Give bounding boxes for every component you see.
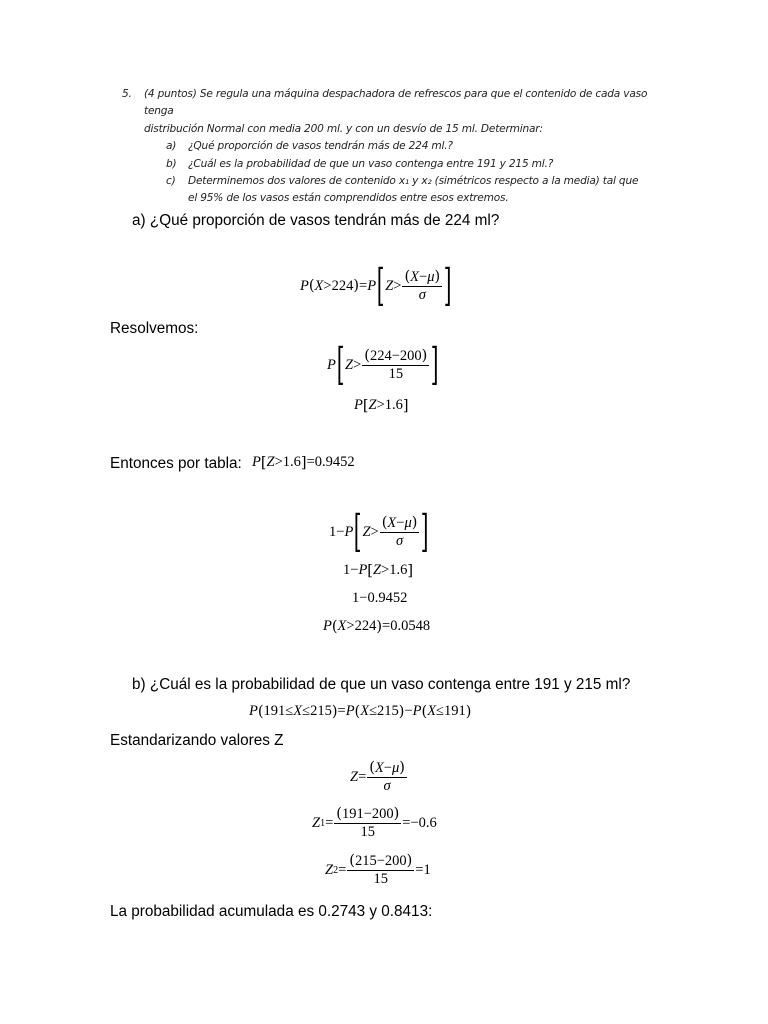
formula-a-table: P [ Z > 1.6 ] = 0.9452 — [252, 454, 355, 471]
section-b-heading: b) ¿Cuál es la probabilidad de que un vaso contenga entre 191 y 215 ml? — [132, 676, 631, 693]
formula-a-z: P [ Z > 1.6 ] — [354, 397, 409, 414]
formula-a-subtraction: 1− 0.9452 — [352, 590, 408, 606]
section-a-heading: a) ¿Qué proporción de vasos tendrán más de 224 ml? — [132, 212, 500, 229]
acumulada-label: La probabilidad acumulada es 0.2743 y 0.8413: — [110, 903, 433, 920]
problem-line-2: tenga — [144, 105, 174, 118]
problem-number: 5. — [122, 88, 132, 100]
problem-item-b: b) ¿Cuál es la probabilidad de que un vaso contenga entre 191 y 215 ml.? — [166, 157, 554, 170]
formula-a-result: P ( X > 224 ) = 0.0548 — [323, 618, 431, 635]
problem-line-3: distribución Normal con media 200 ml. y con un desvío de 15 ml. Determinar: — [144, 122, 543, 135]
formula-b-definition: P ( 191 ≤ X ≤ 215 ) = P ( X ≤ 215 ) − P ( X ≤ 191 ) — [249, 703, 472, 720]
problem-statement — [122, 86, 662, 208]
estandarizando-label: Estandarizando valores Z — [110, 732, 284, 749]
problem-line-1: 5. (4 puntos) Se regula una máquina despachadora de refrescos para que el contenido de cada vaso — [122, 86, 662, 103]
entonces-label: Entonces por tabla: — [110, 455, 242, 472]
formula-a-substituted: P [ Z > $\frac{(224-200)}{15}$ ] — [327, 339, 439, 390]
problem-item-c-continuation: el 95% de los vasos están comprendidos entre esos extremos. — [188, 192, 509, 205]
problem-item-c: c) Determinemos dos valores de contenido x₁ y x₂ (simétricos respecto a la media) tal que — [166, 175, 639, 188]
resolvemos-label: Resolvemos: — [110, 320, 199, 337]
formula-a-complement: 1− P [ Z > $\frac{(X-\mu)}{\sigma}$ ] — [329, 506, 429, 557]
problem-item-a: a) ¿Qué proporción de vasos tendrán más de 224 ml.? — [166, 140, 453, 153]
formula-z-definition: Z = $\frac{(X-\mu)}{\sigma}$ — [350, 760, 405, 794]
formula-z1: Z 1 = $\frac{(191-200)}{15}$ = −0.6 — [312, 806, 437, 840]
formula-a-complement-z: 1− P [ Z > 1.6 ] — [343, 562, 414, 579]
formula-z2: Z 2 = $\frac{(215-200)}{15}$ = 1 — [325, 853, 431, 887]
formula-a-definition: P ( X > 224 ) = P [ Z > $\frac{(X-\mu)}{\sigma}$ ] — [300, 260, 452, 311]
